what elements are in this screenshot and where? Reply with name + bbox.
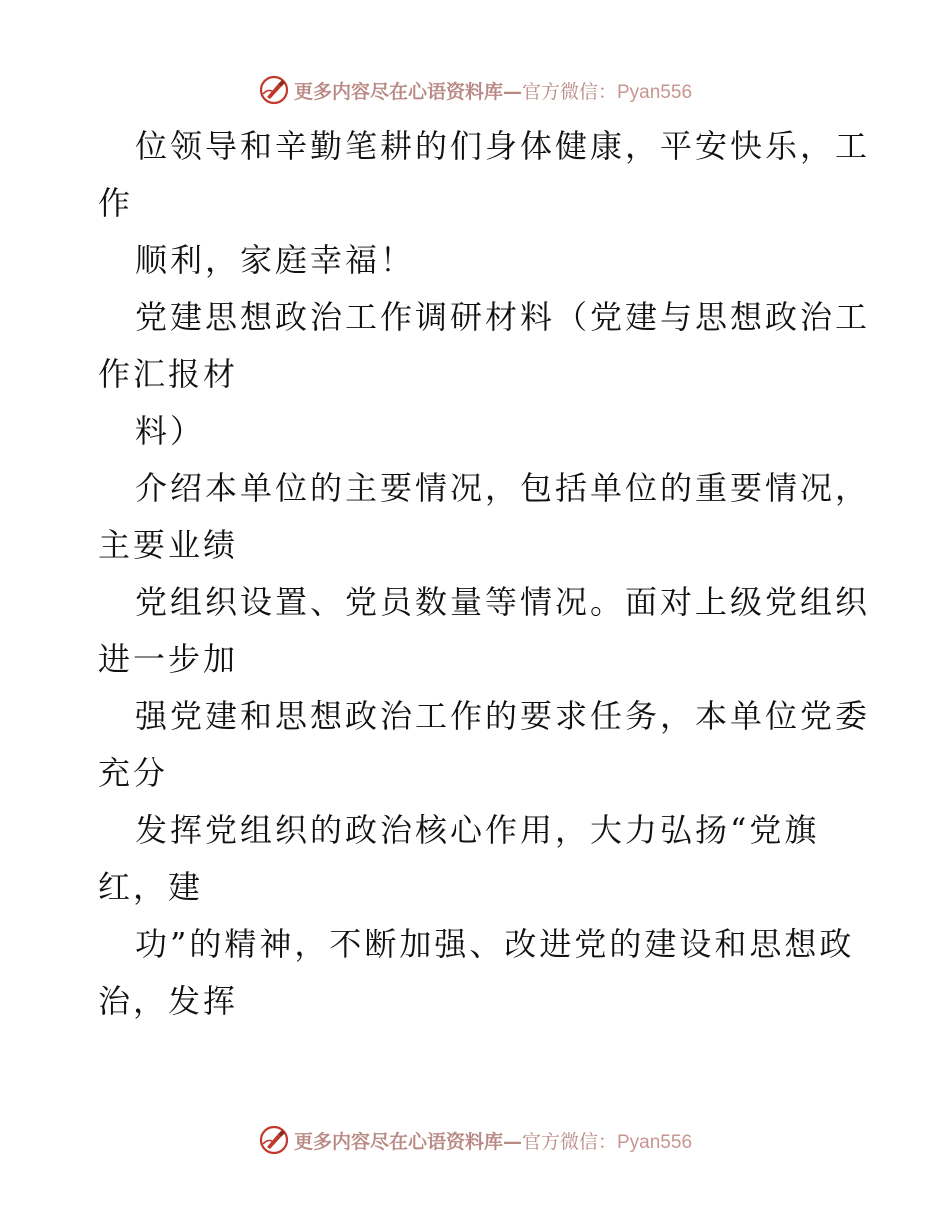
body-line: 作汇报材 [98, 355, 239, 393]
body-line: 党组织设置、党员数量等情况。面对上级党组织 [135, 583, 871, 621]
pen-logo-icon [258, 74, 290, 106]
header-wechat-id: Pyan556 [617, 81, 693, 103]
body-line: 党建思想政治工作调研材料（党建与思想政治工 [135, 298, 871, 336]
body-line: 功”的精神，不断加强、改进党的建设和思想政 [135, 925, 855, 963]
body-line: 主要业绩 [98, 526, 239, 564]
body-line: 充分 [98, 754, 169, 792]
body-line: 强党建和思想政治工作的要求任务，本单位党委 [135, 697, 871, 735]
footer-brand: 更多内容尽在心语资料库 [293, 1130, 503, 1153]
header-watermark-text [294, 77, 692, 104]
body-line: 介绍本单位的主要情况，包括单位的重要情况， [135, 469, 871, 507]
footer-separator: — [502, 1130, 522, 1153]
footer-wechat-id: Pyan556 [617, 1131, 693, 1153]
body-line: 发挥党组织的政治核心作用，大力弘扬“党旗 [135, 811, 820, 849]
body-line: 红，建 [98, 868, 204, 906]
header-brand: 更多内容尽在心语资料库 [293, 80, 503, 103]
body-line: 位领导和辛勤笔耕的们身体健康，平安快乐，工 [135, 127, 871, 165]
pen-logo-icon [258, 1124, 290, 1156]
header-watermark [0, 70, 950, 110]
body-line: 进一步加 [98, 640, 239, 678]
document-body [98, 118, 871, 1030]
footer-watermark [0, 1120, 950, 1160]
body-line: 作 [98, 184, 134, 222]
body-line: 料） [135, 412, 206, 450]
body-line: 顺利，家庭幸福！ [135, 241, 416, 279]
header-wechat-label: 官方微信： [521, 80, 617, 103]
body-line: 治，发挥 [98, 982, 239, 1020]
footer-wechat-label: 官方微信： [521, 1130, 617, 1153]
footer-watermark-text [294, 1127, 692, 1154]
header-separator: — [502, 80, 522, 103]
